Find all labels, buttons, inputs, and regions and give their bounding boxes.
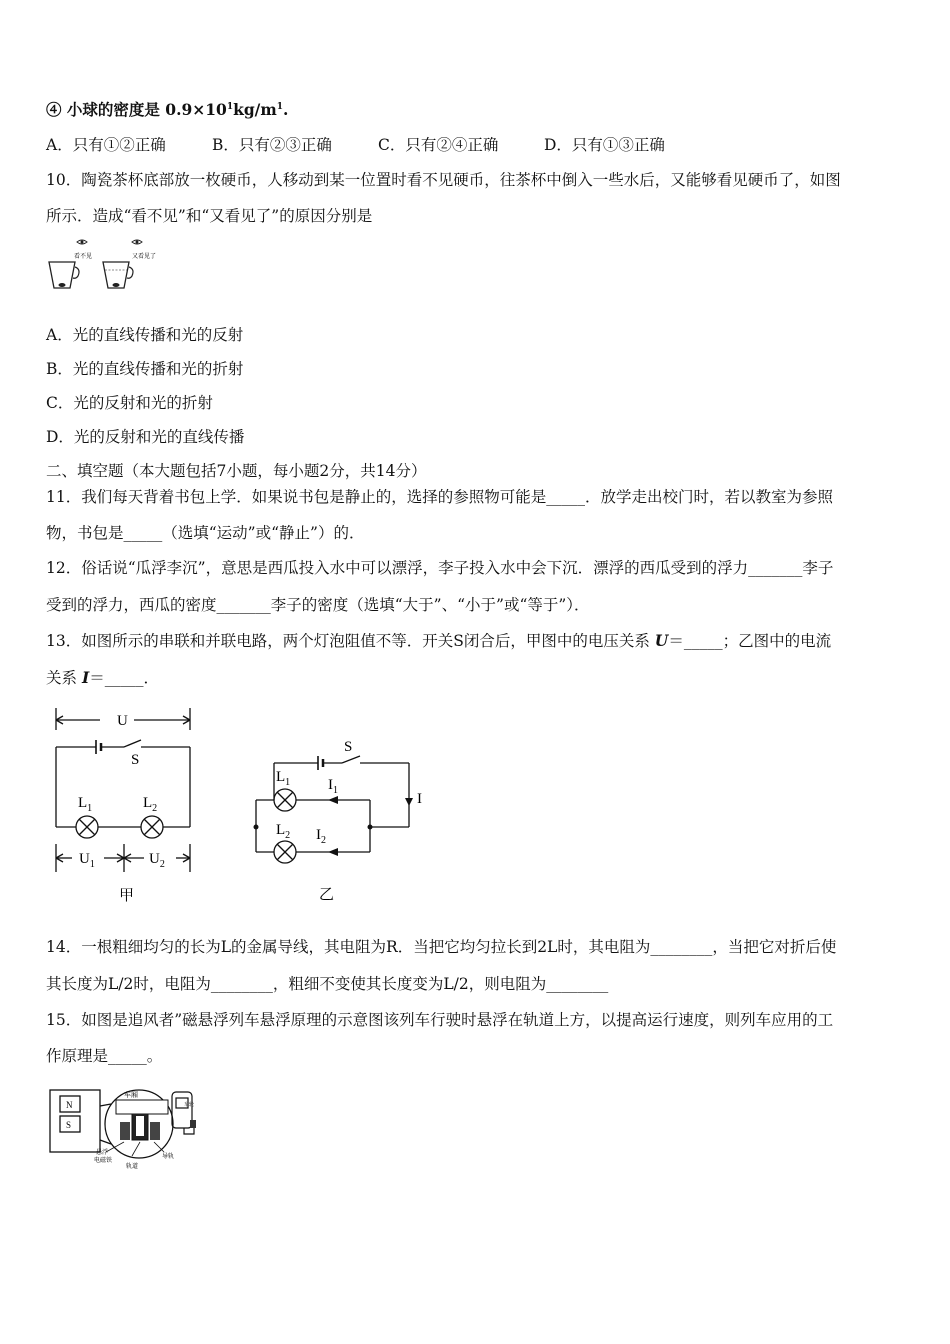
label-L2: $L_2$ [276,822,291,841]
section-title-fill-in: 二、填空题（本大题包括7小题，每小题2分，共14分） [46,462,427,480]
label-S: S [131,752,140,768]
cup1-label: 看不见 [74,253,93,260]
cup2-label: 又看见了 [132,253,157,260]
q15-line2: 作原理是_____。 [46,1047,163,1065]
q13-line1: 13．如图所示的串联和并联电路，两个灯泡阻值不等．开关S闭合后，甲图中的电压关系 U＝_____；乙图中的电流 [46,631,832,650]
q15-line1: 15．如图是追风者”磁悬浮列车悬浮原理的示意图该列车行驶时悬浮在轨道上方，以提高运行速度，则列车应用的工 [46,1011,834,1029]
circuit-series-jia [44,700,204,910]
eye-icon [132,240,142,244]
q10-option-a[interactable]: A．光的直线传播和光的反射 [46,326,244,344]
maglev-figure [44,1082,214,1172]
label-I: I [417,791,422,807]
eye-icon [77,240,87,244]
q10-option-d[interactable]: D．光的反射和光的直线传播 [46,428,245,446]
q12-line1: 12．俗话说“瓜浮李沉”，意思是西瓜投入水中可以漂浮，李子投入水中会下沉．漂浮的西瓜受到的浮力_______李子 [46,559,834,577]
label-L1: $L_1$ [276,769,291,788]
q9-option-c[interactable]: C．只有②④正确 [378,136,499,154]
q10-option-b[interactable]: B．光的直线传播和光的折射 [46,360,244,378]
label-L2: $L_2$ [143,795,158,814]
q10-cups-figure [44,236,174,296]
q14-line1: 14．一根粗细均匀的长为L的金属导线，其电阻为R．当把它均匀拉长到2L时，其电阻为________，当把它对折后使 [46,938,837,956]
caption-jia: 甲 [119,886,135,904]
label-magnet: 电磁铁 [94,1157,113,1164]
label-L1: $L_1$ [78,795,93,814]
label-rail: 导轨 [162,1153,175,1160]
label-track: 轨道 [126,1163,139,1170]
q9-item4: ④ 小球的密度是 $0.9\times 10^1kg/m^1$. [46,100,289,119]
label-U: U [117,713,128,729]
label-S: S [66,1120,72,1130]
label-I1: $I_1$ [328,777,338,796]
caption-yi: 乙 [319,885,335,903]
label-wheel: 车轮 [184,1102,195,1108]
q11-line1: 11．我们每天背着书包上学．如果说书包是静止的，选择的参照物可能是_____．放学走出校门时，若以教室为参照 [46,488,833,506]
q9-option-d[interactable]: D．只有①③正确 [544,136,665,154]
q9-option-a[interactable]: A．只有①②正确 [46,136,166,154]
label-levitation: 悬浮 [96,1149,109,1156]
label-car: 车厢 [124,1091,138,1099]
label-U1: $U_1$ [79,851,95,870]
q11-line2: 物，书包是_____（选填“运动”或“静止”）的． [46,524,365,542]
cup-empty-icon [49,262,79,288]
q13-line2: 关系 I＝_____． [46,668,159,687]
label-N: N [66,1100,73,1110]
q9-options [46,135,746,155]
q10-stem-line1: 10．陶瓷茶杯底部放一枚硬币，人移动到某一位置时看不见硬币，往茶杯中倒入一些水后，又能够看见硬币了，如图 [46,171,841,189]
label-U2: $U_2$ [149,851,165,870]
cup-water-icon [103,262,133,288]
q9-option-b[interactable]: B．只有②③正确 [212,136,332,154]
q12-line2: 受到的浮力，西瓜的密度_______李子的密度（选填“大于”、“小于”或“等于”）． [46,596,590,614]
q10-option-c[interactable]: C．光的反射和光的折射 [46,394,213,412]
label-S: S [344,739,353,755]
circuit-parallel-yi [244,735,434,910]
label-I2: $I_2$ [316,827,326,846]
q14-line2: 其长度为L/2时，电阻为________，粗细不变使其长度变为L/2，则电阻为________ [46,975,609,993]
q10-stem-line2: 所示．造成“看不见”和“又看见了”的原因分别是 [46,207,373,225]
